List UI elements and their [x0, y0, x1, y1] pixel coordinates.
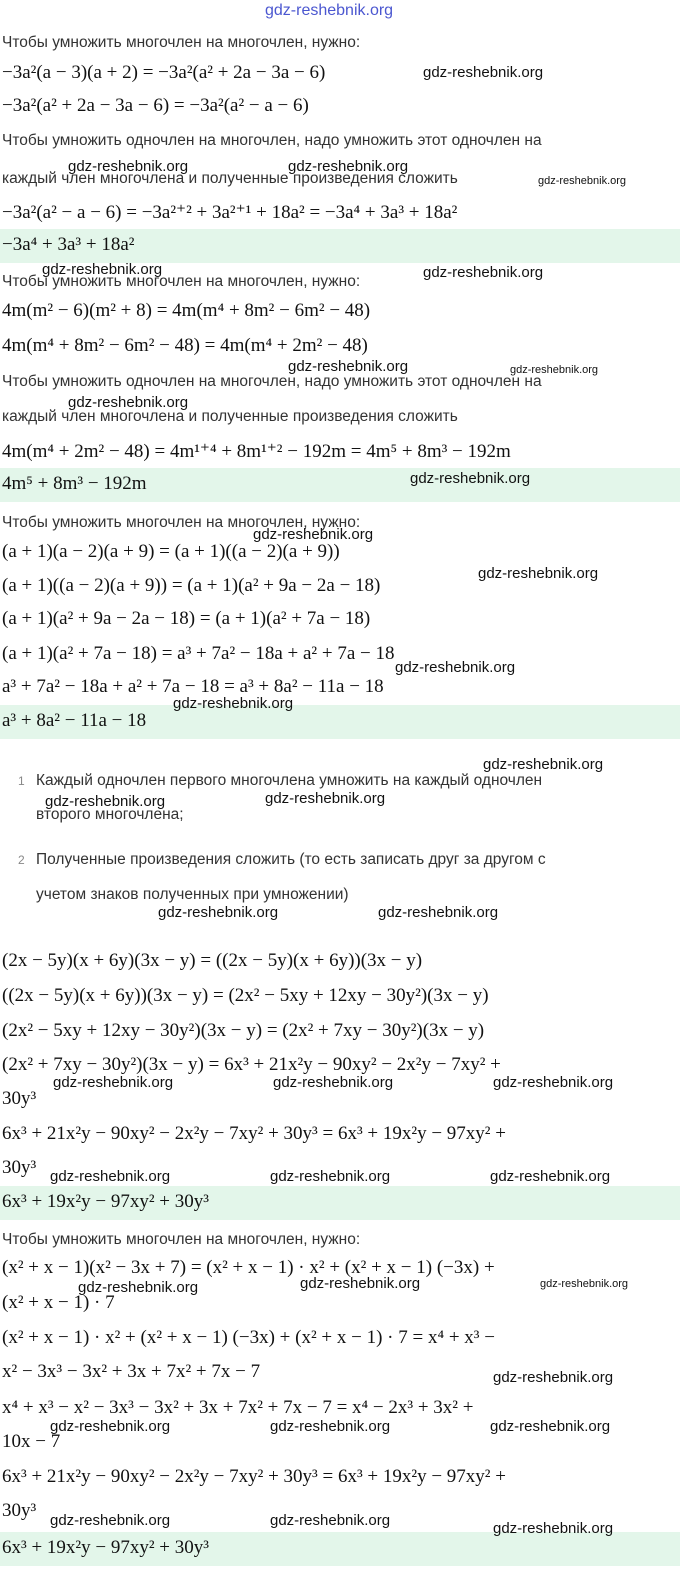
watermark[interactable]: gdz-reshebnik.org — [45, 793, 166, 810]
instruction-text: Чтобы умножить многочлен на многочлен, нужно: — [2, 1231, 361, 1248]
watermark[interactable]: gdz-reshebnik.org — [50, 1418, 171, 1435]
watermark[interactable]: gdz-reshebnik.org — [50, 1512, 171, 1529]
answer-highlight — [0, 468, 680, 502]
watermark[interactable]: gdz-reshebnik.org — [158, 904, 279, 921]
math-line: (x² + x − 1) · x² + (x² + x − 1) (−3x) + (x² + x − 1) · 7 = x⁴ + x³ − — [2, 1327, 495, 1348]
rule-text: каждый член многочлена и полученные произведения сложить — [2, 408, 458, 425]
watermark[interactable]: gdz-reshebnik.org — [68, 158, 189, 175]
math-line: x⁴ + x³ − x² − 3x³ − 3x² + 3x + 7x² + 7x − 7 = x⁴ − 2x³ + 3x² + — [2, 1397, 474, 1418]
list-item-text: второго многочлена; — [36, 806, 184, 823]
watermark[interactable]: gdz-reshebnik.org — [53, 1074, 174, 1091]
watermark[interactable]: gdz-reshebnik.org — [483, 756, 604, 773]
list-item-text: Полученные произведения сложить (то есть записать друг за другом с — [36, 851, 546, 868]
answer-text: a³ + 8a² − 11a − 18 — [2, 710, 147, 731]
instruction-text: Чтобы умножить многочлен на многочлен, нужно: — [2, 514, 361, 531]
math-line: 30y³ — [2, 1088, 37, 1109]
watermark[interactable]: gdz-reshebnik.org — [68, 394, 189, 411]
watermark[interactable]: gdz-reshebnik.org — [490, 1168, 611, 1185]
math-line: 4m(m² − 6)(m² + 8) = 4m(m⁴ + 8m² − 6m² − 48) — [2, 300, 371, 321]
math-line: (a + 1)(a − 2)(a + 9) = (a + 1)((a − 2)(a + 9)) — [2, 541, 340, 562]
math-line: (x² + x − 1) · 7 — [2, 1292, 115, 1313]
watermark[interactable]: gdz-reshebnik.org — [270, 1418, 391, 1435]
top-watermark[interactable]: gdz-reshebnik.org — [265, 2, 394, 19]
math-line: −3a²(a − 3)(a + 2) = −3a²(a² + 2a − 3a − 6) — [2, 62, 326, 83]
watermark[interactable]: gdz-reshebnik.org — [410, 470, 531, 487]
math-line: (x² + x − 1)(x² − 3x + 7) = (x² + x − 1) · x² + (x² + x − 1) (−3x) + — [2, 1257, 495, 1278]
math-line: (2x − 5y)(x + 6y)(3x − y) = ((2x − 5y)(x + 6y))(3x − y) — [2, 950, 423, 971]
watermark[interactable]: gdz-reshebnik.org — [50, 1168, 171, 1185]
rule-text: Чтобы умножить одночлен на многочлен, надо умножить этот одночлен на — [2, 373, 542, 390]
watermark[interactable]: gdz-reshebnik.org — [300, 1275, 421, 1292]
watermark[interactable]: gdz-reshebnik.org — [538, 175, 627, 187]
watermark[interactable]: gdz-reshebnik.org — [270, 1168, 391, 1185]
math-line: a³ + 7a² − 18a + a² + 7a − 18 = a³ + 8a² − 11a − 18 — [2, 676, 384, 697]
math-line: ((2x − 5y)(x + 6y))(3x − y) = (2x² − 5xy + 12xy − 30y²)(3x − y) — [2, 985, 489, 1006]
math-line: 4m(m⁴ + 2m² − 48) = 4m¹⁺⁴ + 8m¹⁺² − 192m = 4m⁵ + 8m³ − 192m — [2, 441, 511, 462]
list-number: 2 — [18, 853, 25, 867]
watermark[interactable]: gdz-reshebnik.org — [270, 1512, 391, 1529]
answer-highlight — [0, 229, 680, 263]
math-line: (2x² − 5xy + 12xy − 30y²)(3x − y) = (2x² + 7xy − 30y²)(3x − y) — [2, 1020, 485, 1041]
watermark[interactable]: gdz-reshebnik.org — [423, 264, 544, 281]
math-line: (a + 1)(a² + 9a − 2a − 18) = (a + 1)(a² + 7a − 18) — [2, 608, 371, 629]
math-line: (2x² + 7xy − 30y²)(3x − y) = 6x³ + 21x²y − 90xy² − 2x²y − 7xy² + — [2, 1054, 501, 1075]
list-number: 1 — [18, 774, 25, 788]
watermark[interactable]: gdz-reshebnik.org — [288, 158, 409, 175]
watermark[interactable]: gdz-reshebnik.org — [493, 1074, 614, 1091]
watermark[interactable]: gdz-reshebnik.org — [395, 659, 516, 676]
watermark[interactable]: gdz-reshebnik.org — [478, 565, 599, 582]
math-line: −3a²(a² − a − 6) = −3a²⁺² + 3a²⁺¹ + 18a² = −3a⁴ + 3a³ + 18a² — [2, 202, 458, 223]
watermark[interactable]: gdz-reshebnik.org — [273, 1074, 394, 1091]
rule-text: Чтобы умножить одночлен на многочлен, надо умножить этот одночлен на — [2, 132, 542, 149]
answer-text: 6x³ + 19x²y − 97xy² + 30y³ — [2, 1191, 209, 1212]
instruction-text: Чтобы умножить многочлен на многочлен, нужно: — [2, 34, 361, 51]
math-line: (a + 1)((a − 2)(a + 9)) = (a + 1)(a² + 9a − 2a − 18) — [2, 575, 381, 596]
watermark[interactable]: gdz-reshebnik.org — [265, 790, 386, 807]
watermark[interactable]: gdz-reshebnik.org — [510, 364, 599, 376]
math-line: (a + 1)(a² + 7a − 18) = a³ + 7a² − 18a + a² + 7a − 18 — [2, 643, 395, 664]
watermark[interactable]: gdz-reshebnik.org — [173, 695, 294, 712]
answer-text: 4m⁵ + 8m³ − 192m — [2, 473, 147, 494]
watermark[interactable]: gdz-reshebnik.org — [423, 64, 544, 81]
watermark[interactable]: gdz-reshebnik.org — [493, 1369, 614, 1386]
watermark[interactable]: gdz-reshebnik.org — [42, 261, 163, 278]
watermark[interactable]: gdz-reshebnik.org — [288, 358, 409, 375]
math-line: 6x³ + 21x²y − 90xy² − 2x²y − 7xy² + 30y³ = 6x³ + 19x²y − 97xy² + — [2, 1466, 506, 1487]
watermark[interactable]: gdz-reshebnik.org — [493, 1520, 614, 1537]
list-item-text: Каждый одночлен первого многочлена умножить на каждый одночлен — [36, 772, 543, 789]
answer-text: 6x³ + 19x²y − 97xy² + 30y³ — [2, 1537, 209, 1558]
answer-text: −3a⁴ + 3a³ + 18a² — [2, 234, 135, 255]
watermark[interactable]: gdz-reshebnik.org — [490, 1418, 611, 1435]
answer-highlight — [0, 705, 680, 739]
math-line: 30y³ — [2, 1157, 37, 1178]
math-line: 30y³ — [2, 1500, 37, 1521]
rule-text: каждый член многочлена и полученные произведения сложить — [2, 170, 458, 187]
watermark[interactable]: gdz-reshebnik.org — [253, 526, 374, 543]
list-item-text: учетом знаков полученных при умножении) — [36, 886, 349, 903]
watermark[interactable]: gdz-reshebnik.org — [378, 904, 499, 921]
watermark[interactable]: gdz-reshebnik.org — [540, 1278, 629, 1290]
math-line: 6x³ + 21x²y − 90xy² − 2x²y − 7xy² + 30y³ = 6x³ + 19x²y − 97xy² + — [2, 1123, 506, 1144]
answer-highlight — [0, 1186, 680, 1220]
math-line: 4m(m⁴ + 8m² − 6m² − 48) = 4m(m⁴ + 2m² − 48) — [2, 335, 368, 356]
answer-highlight — [0, 1532, 680, 1566]
math-line: x² − 3x³ − 3x² + 3x + 7x² + 7x − 7 — [2, 1361, 261, 1382]
instruction-text: Чтобы умножить многочлен на многочлен, нужно: — [2, 273, 361, 290]
math-line: −3a²(a² + 2a − 3a − 6) = −3a²(a² − a − 6) — [2, 95, 309, 116]
math-line: 10x − 7 — [2, 1431, 61, 1452]
watermark[interactable]: gdz-reshebnik.org — [78, 1279, 199, 1296]
